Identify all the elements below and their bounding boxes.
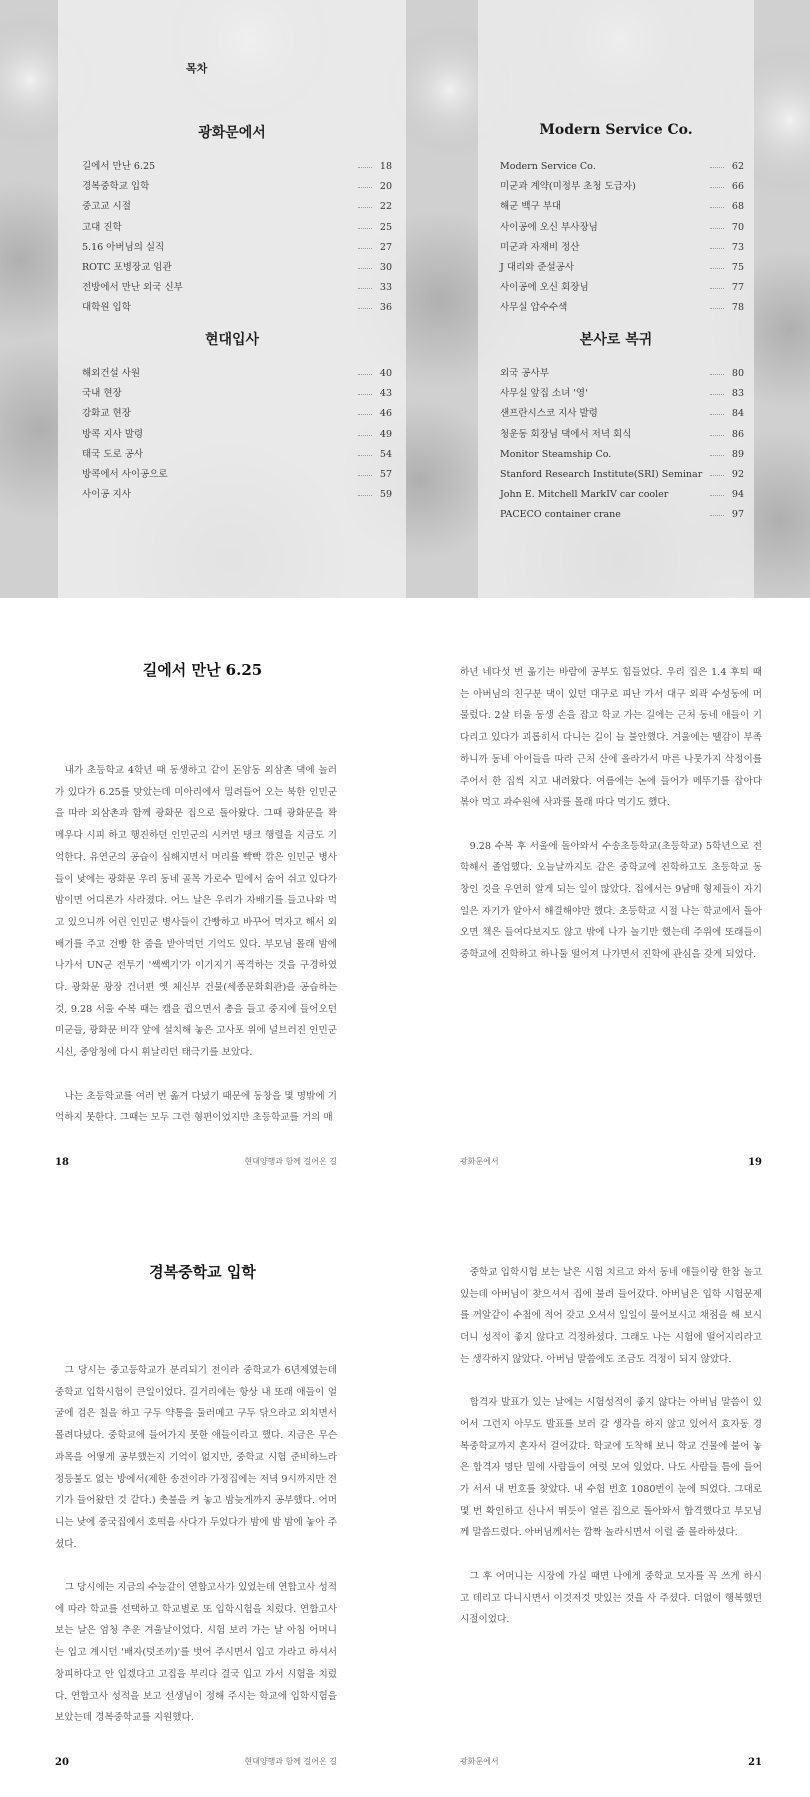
toc-entry-page: 33: [379, 282, 392, 294]
body-text: [55, 1360, 337, 1729]
toc-entry-page: 66: [731, 181, 744, 193]
page-19: [405, 598, 810, 1198]
toc-entry: [82, 258, 392, 278]
toc-entry: [82, 384, 392, 404]
chapter-title: 경복중학교 입학: [149, 1263, 256, 1281]
toc-panel-left: [58, 0, 406, 598]
toc-section-title: Modern Service Co.: [539, 122, 693, 138]
toc-entry-title: 중고교 시절: [82, 201, 131, 213]
toc-leader-dots: [358, 435, 372, 436]
toc-entry: [82, 238, 392, 258]
running-head: 광화문에서: [460, 1157, 499, 1166]
toc-leader-dots: [358, 475, 372, 476]
toc-entry: [500, 505, 744, 525]
toc-entry-page: 83: [731, 388, 744, 400]
toc-entry: [500, 465, 744, 485]
toc-leader-dots: [710, 495, 724, 496]
toc-entry: [82, 485, 392, 505]
toc-entry: [500, 238, 744, 258]
toc-section-title: 현대입사: [204, 332, 260, 348]
toc-entry-title: 미군과 자재비 정산: [500, 241, 580, 253]
page-20: [0, 1198, 405, 1797]
toc-entry: [500, 485, 744, 505]
toc-leader-dots: [710, 475, 724, 476]
toc-leader-dots: [710, 435, 724, 436]
toc-entry: [500, 404, 744, 424]
toc-entry-title: J 대리와 준설공사: [500, 261, 575, 273]
toc-entry-title: 사이공에 오신 부사장님: [500, 221, 598, 233]
toc-leader-dots: [358, 414, 372, 415]
toc-entry-title: 청운동 회장님 댁에서 저녁 회식: [500, 428, 632, 440]
toc-entry: [500, 177, 744, 197]
toc-leader-dots: [710, 394, 724, 395]
body-text: [460, 1262, 762, 1631]
toc-leader-dots: [358, 455, 372, 456]
toc-entry-title: 샌프란시스코 지사 발령: [500, 408, 598, 420]
toc-leader-dots: [710, 515, 724, 516]
running-head: 광화문에서: [460, 1757, 499, 1766]
toc-entry: [82, 197, 392, 217]
body-text: [460, 662, 762, 966]
paragraph: 내가 초등학교 4학년 때 동생하고 같이 돈암동 외삼촌 댁에 놀러 가 있다가 6.25를 맞았는데 미아리에서 밀려들어 오는 북한 인민군을 따라 외삼촌과 함께 광화문 집으로 돌아왔다. 그때 광화문을 꽉 메우다 시피 하고 행진하던 인민군의 시커먼 탱크 행렬을 지금도 기억한다. 유연군의 공습이 심해지면서 머리를 빡빡 깎은 인민군 병사들이 낮에는 광화문 우리 동네 골목 가로수 밑에서 숨어 쉬고 있다가 밤이면 어디론가 사라졌다. 어느 날은 우리가 자배기를 들고나와 먹고 있으니까 어린 인민군 병사들이 간빵하고 바꾸어 먹자고 해서 외배기를 주고 건빵 한 줌을 받아먹던 기억도 있다. 부모님 몰래 밤에 나가서 UN군 전투기 '쌕쌕기'가 이기지기 폭격하는 것을 구경하였다. 광화문 광장 건너편 옛 체신부 건물(세종문화회관)을 공습하는 것, 9.28 서울 수복 때는 캠을 쥡으면서 총을 들고 중지에 들어오던 미군들, 광화문 비각 앞에 설치해 놓은 고사포 위에 널브러진 인민군 시신, 중앙청에 다시 휘날리던 태극기를 보았다.: [55, 765, 337, 1059]
toc-entry-page: 73: [731, 241, 744, 253]
toc-entry: [82, 465, 392, 485]
toc-section-title: 본사로 복귀: [579, 332, 653, 348]
toc-entry-page: 36: [379, 302, 392, 314]
paragraph: 중학교 입학시험 보는 날은 시험 치르고 와서 동네 애들이랑 한참 놀고 있는데 아버님이 찾으셔서 집에 불려 들어갔다. 아버님은 입학 시험문제를 꺼알같이 수첩에 적어 갖고 오셔서 일일이 물어보시고 채점을 해 보시더니 성적이 좋지 않다고 걱정하셨다. 그래도 나는 시험에 떨어지리라고는 생각하지 않았다. 아버님 말씀에도 조금도 걱정이 되지 않았다.: [460, 1267, 762, 1365]
toc-entry: [500, 258, 744, 278]
toc-entry: [82, 364, 392, 384]
body-text: [55, 760, 337, 1129]
toc-entry-page: 75: [731, 261, 744, 273]
toc-entry: [500, 364, 744, 384]
toc-entry-title: 경복중학교 입학: [82, 181, 150, 193]
toc-entry: [500, 218, 744, 238]
paragraph: 합격자 발표가 있는 날에는 시험성적이 좋지 않다는 아버님 말씀이 있어서 그런지 아무도 발표를 보러 갈 생각을 하지 않고 있어서 효자동 경복중학교까지 혼자서 걸어갔다. 학교에 도착해 보니 학교 건물에 붙어 놓은 합격자 명단 밑에 사람들이 여럿 모여 있었다. 나도 사람들 틈에 들어가 서서 내 번호를 찾았다. 내 수험 번호 1080번이 눈에 띄었다. 그대로 몇 번 확인하고 신나서 뛰듯이 얼른 집으로 돌아와서 합격했다고 부모님께 말씀드렸다. 아버님께서는 깜짝 놀라시면서 이럴 줄 몰라하셨다.: [460, 1397, 762, 1539]
toc-leader-dots: [358, 207, 372, 208]
toc-entry-title: Monitor Steamship Co.: [500, 448, 612, 460]
running-head: 현대양행과 함께 걸어온 길: [244, 1157, 337, 1166]
page-21: [405, 1198, 810, 1797]
paragraph: 하년 네다섯 번 옮기는 바람에 공부도 힘들었다. 우리 집은 1.4 후퇴 때는 아버님의 친구분 댁이 있던 대구로 피난 가서 대구 외곽 수성동에 머물렀다. 2살 터울 동생 손을 잡고 학교 가는 길에는 근처 동네 애들이 기다리고 있다가 괴롭히서 다니는 길이 늘 불안했다. 겨울에는 땔감이 부족하니까 동네 아이들을 따라 근처 산에 올라가서 마른 나뭇가지 삭정이를 주어서 한 집씩 지고 내려왔다. 여름에는 논에 들어가 메뚜기를 잡아다 볶아 먹고 과수원에 사과를 몰래 따다 먹기도 했다.: [460, 667, 762, 809]
toc-entry-title: Stanford Research Institute(SRI) Seminar: [500, 468, 703, 480]
toc-entry: [82, 177, 392, 197]
toc-entry-title: 태국 도로 공사: [82, 448, 144, 460]
toc-leader-dots: [358, 288, 372, 289]
toc-entry-page: 25: [379, 221, 392, 233]
paragraph: 그 당시에는 지금의 수능같이 연합고사가 있었는데 연합고사 성적에 따라 학교를 선택하고 학교별로 또 입학시험을 치렀다. 연합고사 보는 날은 엄청 추운 겨울날이었다. 시험 보러 가는 날 아침 어머니는 입고 계시던 '배자(덧조끼)'를 벗어 주시면서 입고 가라고 하셔서 창피하다고 안 입겠다고 고집을 부리다 결국 입고 가서 시험을 치렀다. 연합고사 성적을 보고 선생님이 정해 주시는 학교에 입학시험을 보았는데 경복중학교를 지원했다.: [55, 1582, 337, 1724]
page-number: 19: [748, 1157, 762, 1168]
toc-entry-page: 86: [731, 428, 744, 440]
toc-entry-page: 84: [731, 408, 744, 420]
toc-entry-title: PACECO container crane: [500, 509, 621, 521]
toc-entry-title: 미군과 계약(미정부 초청 도급자): [500, 181, 636, 193]
toc-entry: [500, 157, 744, 177]
toc-leader-dots: [358, 495, 372, 496]
toc-leader-dots: [358, 268, 372, 269]
toc-entry-title: 대학원 입학: [82, 302, 131, 314]
toc-leader-dots: [710, 187, 724, 188]
toc-entry: [82, 278, 392, 298]
toc-entry-page: 46: [379, 408, 392, 420]
toc-entry-page: 57: [379, 468, 392, 480]
toc-entry-title: 길에서 만난 6.25: [82, 161, 156, 172]
toc-entry-page: 80: [731, 368, 744, 379]
toc-leader-dots: [358, 374, 372, 375]
toc-entry-title: 방콕 지사 발령: [82, 428, 144, 440]
paragraph: 그 후 어머니는 시장에 가실 때면 나에게 중학교 모자를 꼭 쓰게 하시고 데리고 다니시면서 이것저것 맛있는 것을 사 주셨다. 더없이 행복했던 시절이었다.: [460, 1570, 762, 1626]
toc-entry: [82, 445, 392, 465]
toc-entry-page: 54: [379, 448, 392, 460]
toc-entry-page: 43: [379, 388, 392, 400]
toc-leader-dots: [358, 308, 372, 309]
toc-leader-dots: [710, 228, 724, 229]
toc-entry-page: 77: [731, 282, 744, 294]
toc-entry-title: 5.16 아버님의 실직: [82, 241, 165, 253]
toc-spread: [0, 0, 810, 598]
toc-entry-title: 해군 백구 부대: [500, 201, 562, 213]
toc-leader-dots: [710, 374, 724, 375]
toc-entry-page: 40: [379, 368, 392, 379]
toc-entry: [500, 278, 744, 298]
toc-entry: [82, 425, 392, 445]
toc-entry-title: 고대 진학: [82, 221, 122, 233]
toc-entry-title: ROTC 포병장교 임관: [82, 261, 172, 273]
toc-entry-title: 해외건설 사원: [82, 368, 141, 379]
toc-leader-dots: [358, 167, 372, 168]
toc-entry-title: 강화교 현장: [82, 408, 131, 420]
toc-section-title: 광화문에서: [198, 125, 266, 141]
toc-leader-dots: [710, 268, 724, 269]
toc-entry-page: 59: [379, 489, 392, 501]
toc-entry-title: 외국 공사부: [500, 368, 549, 379]
toc-entry: [500, 384, 744, 404]
toc-entry-title: 국내 현장: [82, 388, 122, 400]
paragraph: 9.28 수복 후 서울에 돌아와서 수송초등학교(초등학교) 5학년으로 전학해서 졸업했다. 오늘날까지도 같은 중학교에 진학하고도 초등학교 동창인 것을 우연히 알게 되는 일이 많았다. 집에서는 9남매 형제들이 자기 일은 자기가 알아서 해결해야만 했다. 초등학교 시절 나는 학교에서 돌아오면 책은 들여다보지도 않고 밖에 나가 놀기만 했는데 주위에 또래들이 중학교에 진학하고 하나둘 떨어져 나가면서 진학에 관심을 갖게 되었다.: [460, 840, 762, 961]
toc-entry: [82, 218, 392, 238]
toc-entry-page: 22: [379, 201, 392, 213]
toc-entry: [500, 425, 744, 445]
toc-leader-dots: [710, 414, 724, 415]
toc-leader-dots: [710, 288, 724, 289]
toc-list: [82, 364, 392, 505]
toc-list: [500, 157, 744, 319]
toc-entry-page: 97: [731, 509, 744, 521]
toc-entry-page: 78: [731, 302, 744, 314]
toc-entry-page: 68: [731, 201, 744, 213]
toc-entry-title: 전방에서 만난 외국 신부: [82, 282, 183, 294]
toc-entry-page: 18: [379, 161, 392, 172]
toc-leader-dots: [358, 248, 372, 249]
toc-panel-right: [478, 0, 754, 598]
chapter-title: 길에서 만난 6.25: [142, 661, 263, 679]
toc-entry-page: 94: [731, 489, 744, 501]
toc-entry-page: 70: [731, 221, 744, 233]
toc-leader-dots: [358, 187, 372, 188]
toc-entry: [82, 404, 392, 424]
page-number: 18: [55, 1157, 69, 1168]
toc-entry-title: 사이공에 오신 회장님: [500, 282, 589, 294]
toc-entry: [82, 298, 392, 318]
toc-entry-title: 사이공 지사: [82, 489, 131, 501]
toc-entry: [500, 445, 744, 465]
toc-entry-page: 20: [379, 181, 392, 193]
toc-entry-title: 방콕에서 사이공으로: [82, 468, 168, 480]
toc-entry-page: 27: [379, 241, 392, 253]
toc-leader-dots: [358, 394, 372, 395]
toc-entry-title: Modern Service Co.: [500, 161, 596, 172]
toc-entry: [500, 197, 744, 217]
toc-leader-dots: [358, 228, 372, 229]
toc-entry-title: 사무실 앞집 소녀 '영': [500, 388, 588, 400]
paragraph: 나는 초등학교를 여러 번 옮겨 다녔기 때문에 동창을 몇 명밖에 기억하지 못한다. 그때는 모두 그런 형편이었지만 초등학교를 거의 매: [55, 1090, 337, 1124]
toc-entry-page: 30: [379, 261, 392, 273]
toc-leader-dots: [710, 207, 724, 208]
toc-entry-page: 89: [731, 448, 744, 460]
toc-entry: [500, 298, 744, 318]
paragraph: 그 당시는 중고등학교가 분리되기 전이라 중학교가 6년제였는데 중학교 입학시험이 큰일이었다. 길거리에는 항상 내 또래 애들이 얼굴에 검은 칠을 하고 구두 약통을 둘러메고 구두 닦으라고 외치면서 몰려다녔다. 중학교에 들어가지 못한 애들이라고 했다. 지금은 무슨 과목을 어떻게 공부했는지 기억이 없지만, 중학교 시험 준비하느라 정등불도 없는 방에서(제한 송전이라 가정집에는 저녁 9시까지만 전기가 들어왔던 것 같다.) 촛불을 켜 놓고 밤늦게까지 공부했다. 어머니는 낮에 중국집에서 호떡을 사다가 두었다가 밤에 밤 밤에 놓아 주셨다.: [55, 1365, 337, 1550]
toc-heading: 목차: [186, 62, 208, 75]
toc-leader-dots: [710, 308, 724, 309]
running-head: 현대양행과 함께 걸어온 길: [244, 1757, 337, 1766]
page-number: 21: [748, 1757, 762, 1768]
toc-list: [82, 157, 392, 319]
toc-list: [500, 364, 744, 526]
toc-entry: [82, 157, 392, 177]
toc-leader-dots: [710, 248, 724, 249]
toc-leader-dots: [710, 167, 724, 168]
page-18: [0, 598, 405, 1198]
toc-entry-page: 62: [731, 161, 744, 172]
toc-entry-title: John E. Mitchell MarkIV car cooler: [500, 489, 669, 501]
toc-entry-title: 사무실 압수수색: [500, 302, 568, 314]
toc-entry-page: 49: [379, 428, 392, 440]
toc-entry-page: 92: [731, 468, 744, 480]
toc-leader-dots: [710, 455, 724, 456]
page-number: 20: [55, 1757, 69, 1768]
